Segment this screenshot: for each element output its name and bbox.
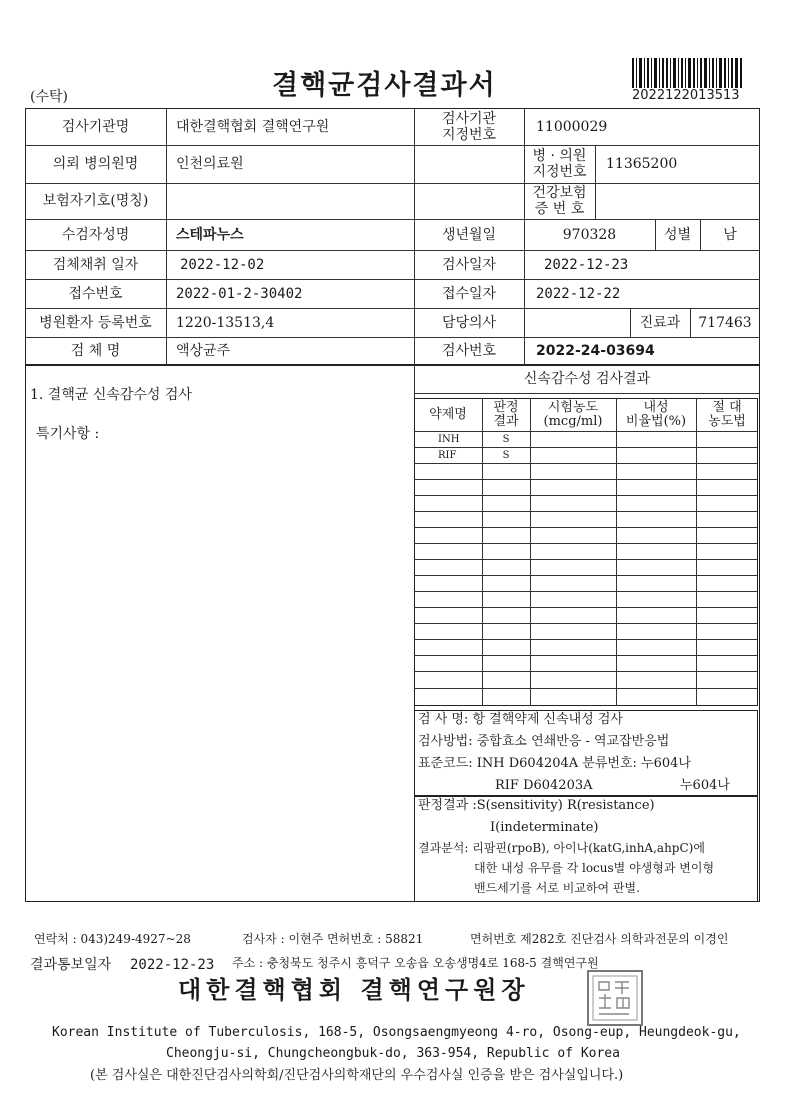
collect-label: 검체채취 일자 [52,257,139,273]
col-verdict-header-2: 결과 [493,414,519,429]
inst-code-label-1: 검사기관 [441,111,497,127]
clinic-code-value: 11365200 [606,156,678,172]
clinic-code-label-1: 병 · 의원 [532,148,587,164]
health-label-1: 건강보험 [532,185,587,201]
receipt-date-label: 접수일자 [441,286,497,302]
col-conc-header-2: (mcg/ml) [543,414,603,429]
receipt-no-value: 2022-01-2-30402 [176,286,303,302]
col-resist-header-1: 내성 [643,400,669,415]
birth-label: 생년월일 [441,227,497,243]
english-address-2: Cheongju-si, Chungcheongbuk-do, 363-954, Republic of Korea [166,1046,620,1061]
copy-mark: (수탁) [30,89,68,105]
birth-value: 970328 [562,227,617,243]
reg-no-value: 1220-13513,4 [176,315,275,331]
results-title: 신속감수성 검사결과 [523,371,651,387]
document-title: 결핵균검사결과서 [272,70,497,101]
institution-value: 대한결핵협회 결핵연구원 [176,119,330,135]
patient-value: 스테파누스 [176,227,244,243]
method-line-3: 표준코드: INH D604204A 분류번호: 누604나 [418,756,691,771]
col-verdict-header-1: 판정 [493,400,519,415]
insured-label: 보험자기호(명칭) [42,193,149,209]
col-conc-header-1: 시험농도 [547,400,599,415]
health-label-2: 증 번 호 [534,201,585,217]
col-abs-header-2: 농도법 [708,414,746,429]
test-no-label: 검사번호 [441,343,497,359]
doctor-label: 담당의사 [441,315,497,331]
method-line-1: 검 사 명: 항 결핵약제 신속내성 검사 [418,712,623,727]
address: 주소 : 충청북도 청주시 흥덕구 오송읍 오송생명4로 168-5 결핵연구원 [232,956,599,970]
test-date-value: 2022-12-23 [544,257,629,273]
notify-label: 결과통보일자 [30,957,112,973]
analysis-line-2: 대한 내성 유무를 각 locus별 야생형과 변이형 [474,861,715,875]
judgement-line-1: 판정결과 :S(sensitivity) R(resistance) [418,798,655,813]
test-no-value: 2022-24-03694 [536,343,655,359]
inst-code-label-2: 지정번호 [441,127,497,143]
method-line-2: 검사방법: 중합효소 연쇄반응 - 역교잡반응법 [418,734,670,749]
inst-code-value: 11000029 [536,119,608,135]
method-line-4-right: 누604나 [680,778,730,793]
sex-value: 남 [723,227,737,243]
analysis-line-3: 밴드세기를 서로 비교하여 판별. [474,881,640,895]
reg-no-label: 병원환자 등록번호 [39,315,152,331]
sex-label: 성별 [663,227,692,243]
institution-label: 검사기관명 [61,119,130,135]
specimen-label: 검 체 명 [70,343,121,359]
results-table [414,398,758,706]
col-abs-header-1: 절 대 [712,400,742,415]
clinic-value: 인천의료원 [176,156,244,172]
specimen-value: 액상균주 [176,343,231,359]
collect-value: 2022-12-02 [180,257,265,273]
remarks-label: 특기사항 : [36,426,100,442]
result-row-verdict: S [502,450,510,461]
barcode-number: 2022122013513 [632,88,740,103]
receipt-no-label: 접수번호 [68,286,123,302]
clinic-code-label-2: 지정번호 [532,164,587,180]
result-row-verdict: S [502,434,510,445]
english-address-1: Korean Institute of Tuberculosis, 168-5, Osongsaengmyeong 4-ro, Osong-eup, Heungdeok-gu, [52,1025,741,1040]
test-item: 1. 결핵균 신속감수성 검사 [30,387,192,403]
patient-label: 수검자성명 [61,227,130,243]
test-date-label: 검사일자 [441,257,497,273]
col-resist-header-2: 비율법(%) [625,414,687,429]
notify-date: 2022-12-23 [130,957,215,973]
certification-note: (본 검사실은 대한진단검사의학회/진단검사의학재단의 우수검사실 인증을 받은 검사실입니다.) [90,1068,624,1083]
result-row-drug: INH [438,434,460,445]
examiner-info: 검사자 : 이현주 면허번호 : 58821 [242,932,424,946]
dept-value: 717463 [698,315,752,331]
method-line-4: RIF D604203A [495,778,593,793]
contact-info: 연락처 : 043)249-4927~28 [34,932,191,946]
col-drug-header: 약제명 [429,407,467,422]
dept-label: 진료과 [639,315,681,331]
barcode-icon [632,58,744,88]
license-info: 면허번호 제282호 진단검사 의학과전문의 이경인 [470,932,729,946]
receipt-date-value: 2022-12-22 [536,286,621,302]
analysis-line-1: 결과분석: 리팜핀(rpoB), 아이나(katG,inhA,ahpC)에 [418,841,705,855]
organization-name: 대한결핵협회 결핵연구원장 [178,976,530,1004]
clinic-label: 의뢰 병의원명 [52,156,139,172]
official-seal-icon [585,968,645,1028]
result-row-drug: RIF [438,450,457,461]
judgement-line-2: I(indeterminate) [490,820,599,835]
